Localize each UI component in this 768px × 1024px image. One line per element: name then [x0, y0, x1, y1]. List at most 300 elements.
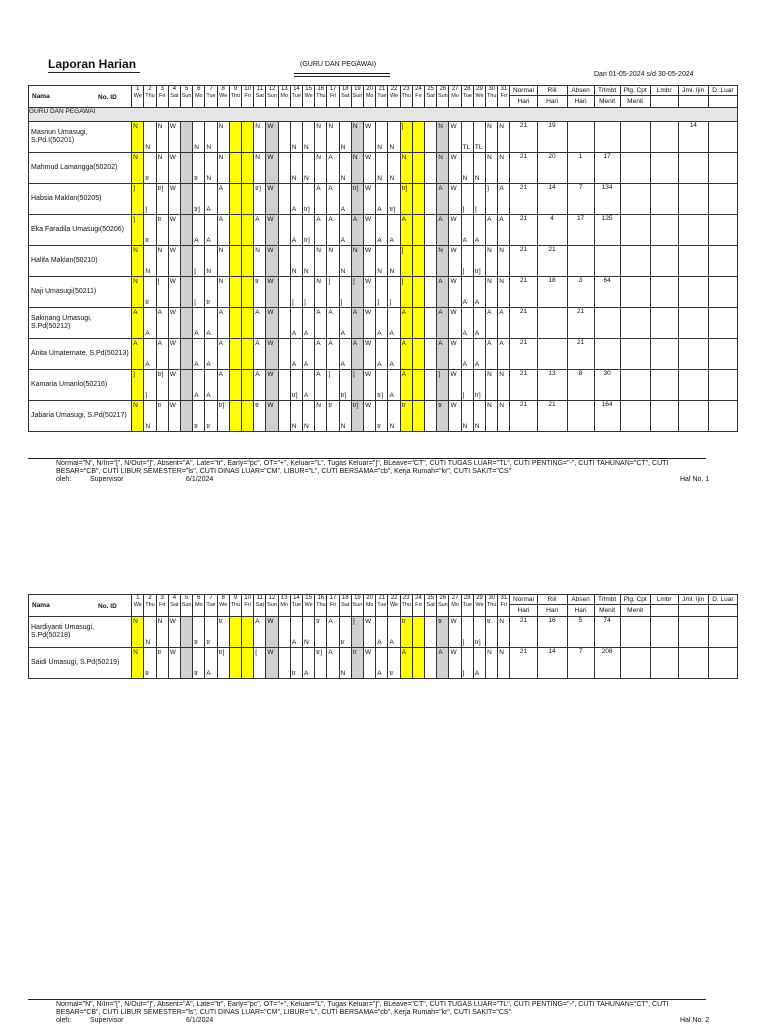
attendance-cell	[278, 153, 290, 184]
day-column-header	[217, 86, 229, 108]
summary-ijin	[678, 401, 708, 432]
attendance-code-in: A	[401, 216, 406, 223]
attendance-cell	[156, 401, 168, 432]
attendance-cell	[180, 617, 192, 648]
summary-header: Plg. Cpt	[620, 595, 650, 605]
summary-plg-cpt	[620, 339, 650, 370]
day-column-header	[303, 595, 315, 617]
day-number: 2	[148, 86, 152, 92]
summary-header: D. Luar	[708, 86, 737, 96]
attendance-code-out: N	[340, 144, 346, 151]
group-underline	[294, 73, 390, 74]
day-name: Sat	[341, 602, 350, 608]
summary-unit: Hari	[567, 605, 594, 617]
attendance-code-in: N	[133, 402, 138, 409]
attendance-code-in: tr]	[316, 649, 322, 656]
day-column-header	[266, 86, 278, 108]
attendance-cell	[364, 277, 376, 308]
day-column-header	[290, 595, 302, 617]
attendance-code-out: N	[291, 423, 297, 430]
attendance-cell	[461, 246, 473, 277]
attendance-cell	[254, 246, 266, 277]
attendance-cell	[168, 246, 180, 277]
attendance-cell	[486, 122, 498, 153]
day-name: We	[219, 93, 228, 99]
attendance-cell	[412, 153, 424, 184]
attendance-code-out: N	[194, 144, 199, 151]
attendance-cell	[193, 370, 205, 401]
table-row	[29, 153, 738, 184]
attendance-code-in: W	[267, 154, 274, 161]
attendance-cell	[290, 184, 302, 215]
day-name: Fri	[244, 602, 251, 608]
day-number: 29	[476, 86, 483, 92]
day-column-header	[364, 595, 376, 617]
attendance-code-out: A	[304, 392, 309, 399]
attendance-cell	[290, 308, 302, 339]
day-name: Fri	[415, 602, 422, 608]
summary-unit	[678, 96, 708, 108]
attendance-code-out: A	[474, 670, 480, 677]
attendance-cell	[364, 184, 376, 215]
attendance-cell	[449, 370, 461, 401]
attendance-code-in: A	[328, 340, 333, 347]
attendance-cell	[437, 277, 449, 308]
attendance-code-out: ]	[462, 392, 465, 399]
attendance-code-in: N	[499, 402, 504, 409]
attendance-code-out: A	[291, 330, 297, 337]
summary-riil: 19	[537, 122, 567, 153]
attendance-cell	[193, 308, 205, 339]
name-column-header	[29, 595, 132, 617]
attendance-code-in: N	[487, 154, 492, 161]
day-name: We	[133, 93, 142, 99]
attendance-code-out: A	[206, 392, 211, 399]
attendance-cell	[339, 617, 351, 648]
attendance-cell	[290, 648, 302, 679]
attendance-cell	[303, 370, 315, 401]
attendance-cell	[327, 153, 339, 184]
attendance-cell	[425, 370, 437, 401]
day-number: 25	[427, 86, 434, 92]
attendance-code-in: tr	[157, 649, 162, 656]
attendance-cell	[425, 122, 437, 153]
day-name: Fri	[158, 602, 166, 608]
summary-dinas-luar	[708, 184, 737, 215]
attendance-cell	[425, 617, 437, 648]
attendance-code-in: A	[401, 309, 406, 316]
attendance-cell	[193, 617, 205, 648]
attendance-code-in: A	[499, 340, 504, 347]
summary-header: Trlmbt	[594, 86, 620, 96]
attendance-cell	[315, 401, 327, 432]
attendance-code-out: A	[389, 237, 394, 244]
attendance-cell	[132, 215, 144, 246]
attendance-code-in: W	[450, 309, 457, 316]
summary-unit: Menit	[594, 96, 620, 108]
employee-name: Naji Umasugi(50211)	[29, 277, 132, 308]
day-name: Mo	[280, 93, 289, 99]
attendance-cell	[327, 215, 339, 246]
summary-dinas-luar	[708, 277, 737, 308]
attendance-cell	[266, 370, 278, 401]
attendance-code-in: ]	[328, 278, 331, 285]
day-name: Thu	[230, 93, 241, 99]
attendance-code-in: W	[267, 247, 274, 254]
attendance-code-in: W	[450, 649, 457, 656]
attendance-code-in: N	[157, 618, 163, 625]
attendance-cell	[132, 401, 144, 432]
attendance-cell	[400, 370, 412, 401]
attendance-cell	[168, 184, 180, 215]
day-number: 12	[268, 86, 276, 92]
attendance-code-in: N	[352, 154, 358, 161]
attendance-cell	[388, 277, 400, 308]
attendance-code-in: ]	[401, 247, 404, 254]
attendance-code-in: ]	[328, 371, 331, 378]
day-name: Sat	[255, 93, 264, 99]
employee-name: Eka Faradila Umasugi(50206)	[29, 215, 132, 246]
day-number: 4	[172, 595, 177, 601]
table-row	[29, 401, 738, 432]
day-column-header	[180, 86, 192, 108]
attendance-code-out: A	[304, 670, 309, 677]
day-number: 24	[415, 595, 422, 601]
summary-unit	[708, 605, 737, 617]
summary-terlambat	[594, 246, 620, 277]
attendance-code-in: tr	[438, 402, 443, 409]
attendance-cell	[327, 617, 339, 648]
day-column-header	[327, 595, 339, 617]
attendance-cell	[461, 401, 473, 432]
day-name: Sun	[437, 602, 448, 608]
legend: Normal="N", N/In="[", N/Out="]", Absent="A", Late="tr", Early="pc", OT="+", Keluar="L", Tugas Keluar="]", BLeave="CT", CUTI TUGAS LUAR="TL", CUTI PENTING="-", CUTI TAHUNAN="CT", CUTI BESAR="CB", CUTI LIBUR SEMESTER="ls", CUTI DINAS LUAR="CM", LIBUR="L", CUTI BERSAMA="cb", Kerja Rumah="kr", CUTI SAKIT="CS"	[56, 1001, 669, 1016]
attendance-code-in: A	[218, 216, 223, 223]
day-column-header	[315, 86, 327, 108]
attendance-code-in: W	[365, 185, 372, 192]
attendance-code-in: tr]	[401, 185, 408, 192]
day-number: 10	[244, 86, 251, 92]
attendance-cell	[168, 122, 180, 153]
attendance-code-in: W	[450, 154, 457, 161]
attendance-cell	[205, 184, 217, 215]
attendance-code-out: N	[145, 268, 151, 275]
attendance-code-in: W	[169, 154, 176, 161]
attendance-cell	[266, 308, 278, 339]
attendance-code-in: W	[169, 402, 176, 409]
attendance-cell	[229, 648, 241, 679]
day-name: Tue	[377, 602, 387, 608]
attendance-cell	[400, 153, 412, 184]
summary-normal: 21	[510, 617, 537, 648]
day-number: 15	[305, 86, 312, 92]
attendance-cell	[351, 246, 363, 277]
attendance-cell	[364, 401, 376, 432]
section-row	[29, 108, 738, 122]
attendance-code-out: N	[291, 144, 297, 151]
attendance-cell	[437, 153, 449, 184]
summary-normal: 21	[510, 401, 537, 432]
attendance-cell	[473, 184, 485, 215]
attendance-code-in: W	[267, 371, 274, 378]
attendance-code-in: tr	[218, 618, 223, 625]
attendance-cell	[180, 122, 192, 153]
attendance-cell	[364, 215, 376, 246]
attendance-code-in: A	[316, 216, 321, 223]
day-number: 4	[172, 86, 177, 92]
attendance-code-in: N	[133, 618, 138, 625]
attendance-code-in: N	[316, 154, 321, 161]
day-name: Tue	[462, 93, 472, 99]
summary-lembur	[650, 153, 678, 184]
attendance-cell	[205, 215, 217, 246]
employee-name: Hardiyanti Umasugi, S.Pd(50218)	[29, 617, 132, 648]
attendance-code-out: tr	[145, 175, 150, 182]
attendance-cell	[364, 648, 376, 679]
attendance-code-in: N	[218, 154, 224, 161]
attendance-code-out: tr	[194, 175, 199, 182]
attendance-cell	[473, 370, 485, 401]
day-column-header	[425, 595, 437, 617]
summary-riil: 20	[537, 153, 567, 184]
attendance-cell	[461, 277, 473, 308]
attendance-code-in: [	[157, 278, 160, 285]
group-header: (GURU DAN PEGAWAI)	[300, 61, 377, 68]
attendance-cell	[205, 617, 217, 648]
attendance-cell	[180, 370, 192, 401]
summary-dinas-luar	[708, 308, 737, 339]
attendance-cell	[473, 277, 485, 308]
summary-terlambat: 134	[594, 184, 620, 215]
attendance-cell	[437, 617, 449, 648]
attendance-cell	[425, 184, 437, 215]
attendance-cell	[168, 308, 180, 339]
day-column-header	[498, 86, 510, 108]
summary-plg-cpt	[620, 246, 650, 277]
day-column-header	[400, 595, 412, 617]
day-name: Sun	[352, 93, 363, 99]
attendance-code-in: A	[352, 309, 358, 316]
attendance-code-in: tr	[352, 649, 357, 656]
day-name: Fri	[158, 93, 166, 99]
attendance-cell	[376, 184, 388, 215]
day-number: 16	[317, 595, 325, 601]
attendance-code-out: A	[462, 361, 467, 368]
attendance-code-in: N	[218, 278, 224, 285]
header-row	[29, 86, 738, 96]
day-number: 21	[378, 86, 386, 92]
attendance-code-in: N	[487, 247, 492, 254]
table-row	[29, 308, 738, 339]
attendance-code-out: A	[377, 361, 382, 368]
day-column-header	[388, 86, 400, 108]
day-column-header	[205, 86, 217, 108]
attendance-code-in: A	[255, 216, 260, 223]
attendance-code-in: W	[365, 371, 372, 378]
attendance-code-in: W	[169, 123, 176, 130]
attendance-code-in: W	[169, 185, 176, 192]
attendance-cell	[144, 648, 156, 679]
summary-absen: 21	[567, 339, 594, 370]
day-name: Thu	[145, 602, 155, 608]
attendance-cell	[132, 184, 144, 215]
day-name: Mo	[280, 602, 289, 608]
attendance-cell	[449, 153, 461, 184]
summary-unit: Hari	[537, 605, 567, 617]
attendance-cell	[498, 308, 510, 339]
attendance-cell	[437, 339, 449, 370]
attendance-cell	[217, 184, 229, 215]
attendance-code-out: A	[377, 330, 382, 337]
attendance-cell	[425, 339, 437, 370]
attendance-code-out: ]	[291, 299, 294, 306]
attendance-cell	[290, 153, 302, 184]
day-name: Sun	[267, 602, 277, 608]
attendance-code-out: tr]	[377, 392, 384, 399]
attendance-cell	[449, 277, 461, 308]
attendance-cell	[400, 308, 412, 339]
summary-dinas-luar	[708, 215, 737, 246]
attendance-cell	[156, 215, 168, 246]
attendance-code-out: A	[206, 237, 211, 244]
attendance-cell	[290, 277, 302, 308]
attendance-cell	[315, 339, 327, 370]
day-column-header	[156, 595, 168, 617]
attendance-cell	[449, 184, 461, 215]
day-column-header	[290, 86, 302, 108]
attendance-cell	[437, 246, 449, 277]
attendance-code-out: A	[304, 330, 309, 337]
attendance-code-in: W	[267, 309, 274, 316]
attendance-code-out: N	[377, 144, 382, 151]
attendance-code-out: N	[389, 175, 395, 182]
attendance-cell	[364, 122, 376, 153]
attendance-cell	[351, 153, 363, 184]
attendance-cell	[156, 370, 168, 401]
attendance-cell	[266, 184, 278, 215]
attendance-cell	[266, 648, 278, 679]
summary-header: Normal	[510, 86, 537, 96]
attendance-code-out: A	[206, 361, 211, 368]
day-column-header	[351, 595, 363, 617]
attendance-cell	[156, 184, 168, 215]
attendance-cell	[132, 153, 144, 184]
attendance-cell	[412, 339, 424, 370]
attendance-cell	[388, 122, 400, 153]
attendance-cell	[425, 215, 437, 246]
attendance-cell	[461, 339, 473, 370]
day-number: 22	[390, 86, 398, 92]
day-name: Thu	[316, 93, 326, 99]
attendance-cell	[486, 308, 498, 339]
day-number: 14	[293, 595, 300, 601]
summary-riil	[537, 308, 567, 339]
attendance-cell	[278, 370, 290, 401]
attendance-cell	[205, 401, 217, 432]
attendance-cell	[303, 308, 315, 339]
attendance-cell	[217, 246, 229, 277]
attendance-code-in: N	[438, 123, 443, 130]
attendance-cell	[180, 153, 192, 184]
attendance-cell	[364, 308, 376, 339]
attendance-cell	[156, 277, 168, 308]
attendance-cell	[339, 153, 351, 184]
attendance-code-in: W	[450, 278, 457, 285]
attendance-cell	[376, 246, 388, 277]
attendance-code-in: W	[169, 309, 176, 316]
attendance-code-out: tr]	[474, 392, 481, 399]
attendance-cell	[180, 277, 192, 308]
day-number: 5	[184, 595, 189, 601]
attendance-code-in: N	[316, 247, 321, 254]
attendance-cell	[486, 617, 498, 648]
table-row	[29, 648, 738, 679]
summary-normal: 21	[510, 277, 537, 308]
attendance-code-out: A	[194, 330, 199, 337]
attendance-cell	[412, 215, 424, 246]
attendance-code-out: A	[194, 392, 199, 399]
attendance-cell	[400, 277, 412, 308]
day-column-header	[229, 86, 241, 108]
attendance-code-in: A	[499, 309, 504, 316]
attendance-code-in: N	[487, 278, 492, 285]
day-number: 20	[366, 595, 373, 601]
attendance-cell	[498, 215, 510, 246]
attendance-code-in: W	[450, 185, 457, 192]
attendance-cell	[205, 648, 217, 679]
attendance-cell	[425, 401, 437, 432]
attendance-table-page-2	[28, 594, 738, 679]
attendance-code-out: TL	[474, 144, 483, 151]
attendance-cell	[290, 122, 302, 153]
signed-by-value: Supervisor	[90, 476, 124, 483]
attendance-code-out: N	[304, 423, 309, 430]
attendance-cell	[376, 617, 388, 648]
attendance-code-in: N	[157, 247, 163, 254]
attendance-code-out: A	[340, 361, 345, 368]
summary-dinas-luar	[708, 122, 737, 153]
attendance-code-in: A	[401, 649, 406, 656]
attendance-cell	[254, 153, 266, 184]
attendance-cell	[156, 308, 168, 339]
attendance-code-out: tr]	[194, 206, 200, 213]
attendance-cell	[339, 401, 351, 432]
attendance-code-out: A	[194, 361, 199, 368]
day-number: 19	[354, 86, 361, 92]
attendance-cell	[315, 184, 327, 215]
attendance-cell	[449, 617, 461, 648]
attendance-code-in: A	[316, 371, 321, 378]
attendance-code-out: tr	[206, 299, 211, 306]
day-number: 7	[209, 595, 213, 601]
attendance-code-in: A	[438, 649, 443, 656]
summary-lembur	[650, 215, 678, 246]
attendance-cell	[486, 153, 498, 184]
attendance-cell	[315, 153, 327, 184]
attendance-cell	[364, 617, 376, 648]
attendance-cell	[486, 339, 498, 370]
attendance-cell	[376, 370, 388, 401]
attendance-cell	[315, 215, 327, 246]
day-number: 27	[451, 86, 459, 92]
attendance-cell	[132, 339, 144, 370]
attendance-cell	[437, 184, 449, 215]
attendance-cell	[388, 617, 400, 648]
summary-plg-cpt	[620, 308, 650, 339]
attendance-code-in: ]	[133, 216, 135, 223]
attendance-cell	[193, 648, 205, 679]
day-number: 30	[488, 86, 495, 92]
